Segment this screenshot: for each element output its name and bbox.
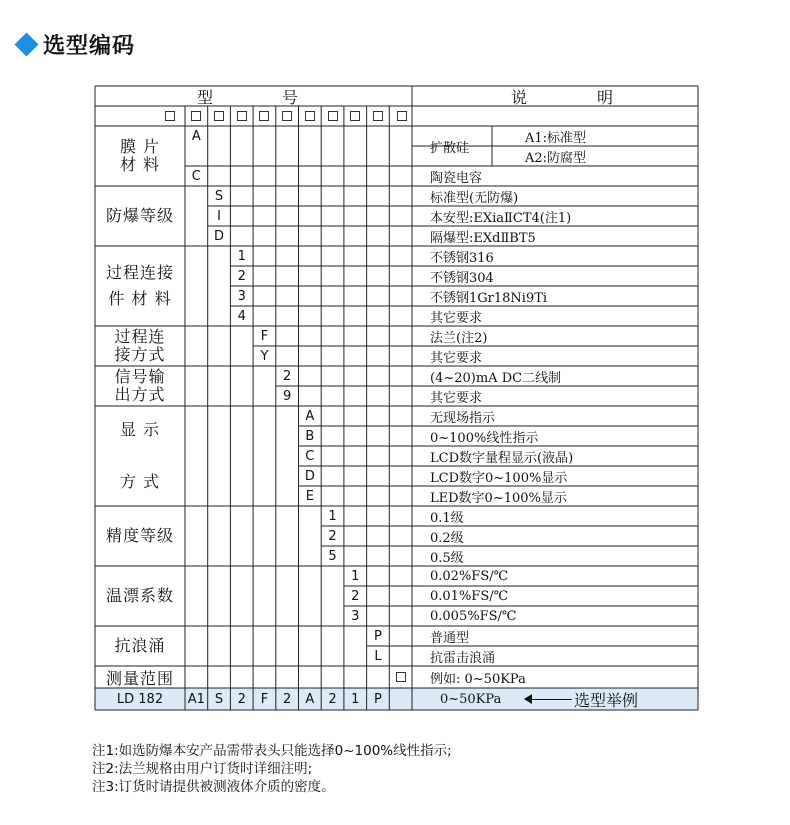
example-model: LD 182 (116, 691, 164, 707)
desc-text: 扩散硅 (430, 140, 470, 156)
code-1: 1 (328, 508, 337, 524)
code-checkbox-icon (214, 111, 224, 121)
desc-text: 0.2级 (430, 530, 464, 546)
desc-text: LCD数字量程显示(液晶) (430, 450, 574, 466)
code-checkbox-icon (328, 111, 338, 121)
code-3: 3 (237, 288, 246, 304)
desc-text: 陶瓷电容 (430, 170, 483, 186)
group-label: 精度等级 (105, 526, 174, 545)
arrow-head-icon (524, 694, 532, 704)
example-code: F (260, 691, 269, 707)
example-code: A (305, 691, 315, 707)
code-A: A (305, 408, 315, 424)
code-S: S (214, 188, 224, 204)
example-code: P (374, 691, 382, 707)
group-label: 过程连接 件 材 料 (105, 263, 174, 308)
header-desc-char-2: 明 (596, 87, 613, 107)
desc-text: 0.005%FS/℃ (430, 608, 517, 624)
desc-text: 0~100%线性指示 (430, 430, 539, 446)
example-code: 2 (237, 691, 246, 707)
group-label: 防爆等级 (105, 206, 174, 225)
example-code: 2 (283, 691, 292, 707)
desc-text: 其它要求 (430, 350, 483, 366)
group-label: 过程连 接方式 (114, 327, 166, 364)
group-label: 信号输 出方式 (114, 367, 166, 404)
code-checkbox-icon (305, 111, 315, 121)
code-I: I (217, 208, 221, 224)
code-5: 5 (328, 548, 337, 564)
desc-text: (4~20)mA DC二线制 (430, 370, 562, 386)
example-code: 1 (351, 691, 360, 707)
code-2: 2 (283, 368, 292, 384)
code-C: C (191, 168, 201, 184)
note-1: 注1:如选防爆本安产品需带表头只能选择0~100%线性指示; (92, 743, 452, 759)
code-3: 3 (351, 608, 360, 624)
code-2: 2 (328, 528, 337, 544)
desc-text: 隔爆型:EXdⅡBT5 (430, 230, 536, 246)
code-F: F (260, 328, 269, 344)
desc-text: 不锈钢1Gr18Ni9Ti (430, 290, 548, 306)
code-checkbox-icon (237, 111, 247, 121)
example-range: 0~50KPa (440, 691, 502, 707)
code-A: A (191, 128, 201, 144)
example-caption: 选型举例 (574, 690, 639, 710)
notes (92, 742, 452, 796)
desc-text: LCD数字0~100%显示 (430, 470, 568, 486)
code-P: P (374, 628, 382, 644)
desc-text: 0.01%FS/℃ (430, 588, 509, 604)
code-checkbox-icon (165, 111, 175, 121)
group-label: 膜 片 材 料 (119, 137, 161, 174)
code-2: 2 (237, 268, 246, 284)
desc-text: 不锈钢316 (430, 250, 494, 266)
desc-subtype: A1:标准型 (525, 130, 587, 146)
example-code: 2 (328, 691, 337, 707)
header-model-char-1: 型 (196, 87, 213, 107)
desc-text: 标准型(无防爆) (430, 190, 519, 206)
range-example-text: 例如: 0~50KPa (430, 671, 526, 687)
code-2: 2 (351, 588, 360, 604)
code-L: L (374, 648, 382, 664)
desc-text: 其它要求 (430, 390, 483, 406)
code-E: E (305, 488, 314, 504)
desc-text: 不锈钢304 (430, 270, 494, 286)
code-checkbox-icon (282, 111, 292, 121)
code-Y: Y (260, 348, 269, 364)
desc-text: 0.5级 (430, 550, 464, 566)
arrow-left-icon (530, 699, 572, 700)
desc-text: LED数字0~100%显示 (430, 490, 567, 506)
code-checkbox-icon (259, 111, 269, 121)
code-C: C (305, 448, 315, 464)
code-checkbox-icon (373, 111, 383, 121)
code-1: 1 (351, 568, 360, 584)
desc-text: 0.1级 (430, 510, 464, 526)
note-2: 注2:法兰规格由用户订货时详细注明; (92, 761, 313, 777)
example-code: S (214, 691, 224, 707)
code-9: 9 (283, 388, 292, 404)
desc-text: 无现场指示 (430, 410, 496, 426)
group-label: 温漂系数 (105, 586, 174, 605)
header-desc-char-1: 说 (510, 87, 527, 107)
code-D: D (214, 228, 225, 244)
desc-text: 0.02%FS/℃ (430, 568, 509, 584)
desc-text: 法兰(注2) (430, 330, 488, 346)
section-title-text: 选型编码 (43, 33, 136, 59)
header-model-char-2: 号 (281, 87, 298, 107)
code-checkbox-icon (397, 111, 407, 121)
code-checkbox-icon (350, 111, 360, 121)
desc-text: 抗雷击浪涌 (430, 650, 496, 666)
group-label: 抗浪涌 (114, 636, 166, 655)
desc-text: 其它要求 (430, 310, 483, 326)
range-checkbox-icon (396, 672, 406, 682)
code-checkbox-icon (191, 111, 201, 121)
desc-subtype: A2:防腐型 (525, 150, 587, 166)
code-1: 1 (237, 248, 246, 264)
code-4: 4 (237, 308, 246, 324)
desc-text: 普通型 (430, 630, 470, 646)
code-D: D (304, 468, 315, 484)
note-3: 注3:订货时请提供被测液体介质的密度。 (92, 779, 335, 795)
example-code: A1 (187, 691, 205, 707)
code-B: B (305, 428, 315, 444)
desc-text: 本安型:EXiaⅡCT4(注1) (430, 210, 572, 226)
group-label: 显 示 方 式 (119, 420, 161, 491)
range-label: 测量范围 (105, 668, 174, 688)
